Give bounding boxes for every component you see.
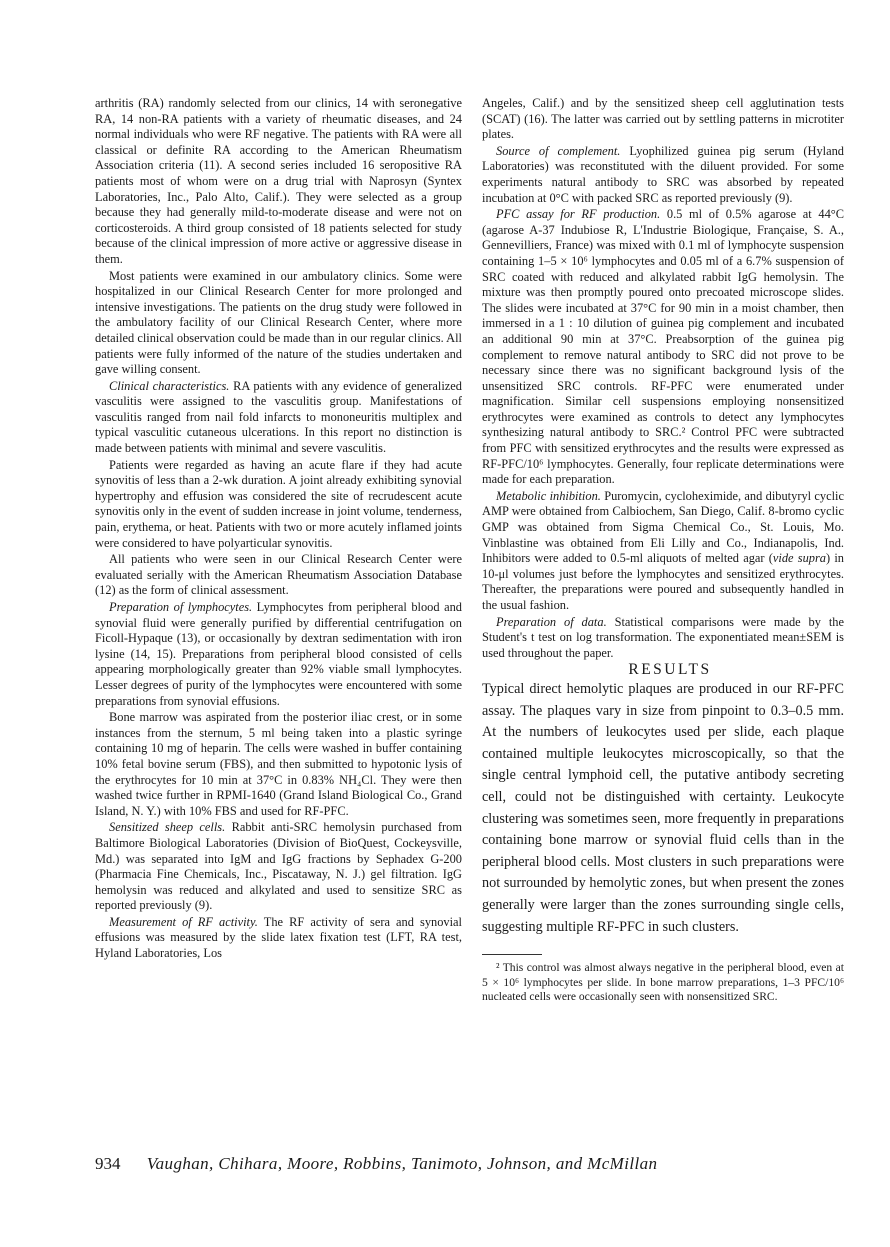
paragraph-text: Statistical comparisons were made by the Student's t test on log transformation. The exponentiated mean±SEM is used throughout the paper. xyxy=(482,614,844,660)
paragraph: Angeles, Calif.) and by the sensitized sheep cell agglutination tests (SCAT) (16). The latter was carried out by settling patterns in microtiter plates. xyxy=(482,96,844,142)
page-number: 934 xyxy=(95,1154,121,1173)
results-section xyxy=(482,679,844,938)
paragraph: Patients were regarded as having an acute flare if they had acute synovitis of less than a 2-wk duration. A joint already exhibiting synovial hypertrophy and effusion was considered the site of recrudescent acute synovitis only in the event of sudden increase in joint volume, tenderness, pain, erythema, or heat. Patients with two or more acutely inflamed joints were considered to have polyarticular synovitis. xyxy=(95,457,462,550)
paragraph: All patients who were seen in our Clinical Research Center were evaluated serially with the American Rheumatism Association Database (12) as the form of clinical assessment. xyxy=(95,552,462,598)
paragraph xyxy=(482,207,844,488)
footnote-divider xyxy=(482,954,542,955)
paragraph: Typical direct hemolytic plaques are produced in our RF-PFC assay. The plaques vary in size from pinpoint to 0.3–0.5 mm. At the numbers of leukocytes used per slide, each plaque contained multiple leukocytes microscopically, so that the single central lymphoid cell, the putative antibody secreting cell, could not be distinguished with certainty. Leukocyte clustering was sometimes seen, more frequently in preparations containing bone marrow or synovial fluid cells than in the peripheral blood cells. Most clusters in such preparations were not surrounded by hemolytic zones, but when present the zones generally were larger than the zones surrounding single cells, suggesting multiple RF-PFC in such clusters. xyxy=(482,680,844,935)
paragraph-text: Rabbit anti-SRC hemolysin purchased from Baltimore Biological Laboratories (Division of BioQuest, Cockeysville, Md.) was separated into IgM and IgG fractions by Sephadex G-200 (Pharmacia Fine Chemicals, Inc., Piscataway, N. J.) gel filtration. IgG hemolysin was reduced and alkylated and used to sensitize SRC as reported previously (9). xyxy=(95,820,462,913)
footnote xyxy=(482,961,844,1004)
running-footer-authors: Vaughan, Chihara, Moore, Robbins, Tanimoto, Johnson, and McMillan xyxy=(146,1154,658,1173)
paragraph xyxy=(95,915,462,962)
paragraph xyxy=(95,820,462,914)
section-run-in-heading: Sensitized sheep cells. xyxy=(109,820,226,835)
paragraph: arthritis (RA) randomly selected from our clinics, 14 with seronegative RA, 14 non-RA patients with a variety of rheumatic diseases, and 24 normal individuals who were RF negative. The patients with RA were all classical or definite RA according to the American Rheumatism Association criteria (11). A second series included 16 seropositive RA patients most of whom were on a drug trial with Naprosyn (Syntex Laboratories, Inc., Palo Alto, Calif.). They were selected as a group because they had generally mild-to-moderate disease and were not on corticosteroids. A third group consisted of 18 patients selected for study because of the clinical impression of more active or aggressive disease in them. xyxy=(95,96,462,266)
paragraph-text: The RF activity of sera and synovial effusions was measured by the slide latex fixation test (LFT, RA test, Hyland Laboratories, Los xyxy=(95,914,462,961)
paragraph: Bone marrow was aspirated from the posterior iliac crest, or in some instances from the sternum, 5 ml being taken into a plastic syringe containing 10 mg of heparin. The cells were washed in buffer containing 10% fetal bovine serum (FBS), and then submitted to hypotonic lysis of the erythrocytes for 10 min at 37°C in 0.83% NH₄Cl. They were then washed twice further in RPMI-1640 (Grand Island Biological Co., Grand Island, N. Y.) with 10% FBS and used for RF-PFC. xyxy=(95,710,462,818)
paragraph-text: Puromycin, cycloheximide, and dibutyryl cyclic AMP were obtained from Calbiochem, San Diego, Calif. 8-bromo cyclic GMP was obtained from Sigma Chemical Co., St. Louis, Mo. Vinblastine was obtained from Eli Lilly and Co., Indianapolis, Ind. Inhibitors were added to 0.5-ml aliquots of melted agar ( xyxy=(482,488,845,566)
footnote-text: ² This control was almost always negative in the peripheral blood, even at 5 × 10⁶ lymphocytes per slide. In bone marrow preparations, 1–3 PFC/10⁶ nucleated cells were occasionally seen with nonsensitized SRC. xyxy=(482,961,844,1003)
paragraph xyxy=(482,144,844,206)
paragraph xyxy=(95,379,462,457)
right-column xyxy=(482,96,844,1005)
section-run-in-heading: PFC assay for RF production. xyxy=(496,207,661,222)
section-run-in-heading: Measurement of RF activity. xyxy=(109,914,258,929)
section-run-in-heading: Source of complement. xyxy=(496,143,621,158)
results-heading: RESULTS xyxy=(628,661,712,679)
left-column xyxy=(95,96,462,963)
paragraph-text: RA patients with any evidence of generalized vasculitis were assigned to the vasculitis group. Manifestations of vasculitis ranged from nail fold infarcts to mononeuritis multiplex and typical vasculitic cutaneous ulcerations. In this report no distinction is made between patients with minimal and severe vasculitis. xyxy=(95,378,462,456)
paragraph-text: Lymphocytes from peripheral blood and synovial fluid were generally purified by differential centrifugation on Ficoll-Hypaque (13), or occasionally by dextran sedimentation with iron lysine (14, 15). Preparations from peripheral blood consisted of cells appearing morphologically greater than 92% viable small lymphocytes. Lesser degrees of purity of the lymphocytes were encountered with some preparations from synovial effusions. xyxy=(95,600,462,708)
section-run-in-heading: Clinical characteristics. xyxy=(109,378,230,393)
section-run-in-heading: Metabolic inhibition. xyxy=(496,488,601,503)
paragraph-text: 0.5 ml of 0.5% agarose at 44°C (agarose A-37 Indubiose R, L'Industrie Biologique, Française, S. A., Gennevilliers, France) was mixed with 0.1 ml of lymphocyte suspension containing 1–5 × 10⁶ lymphocytes and 0.05 ml of a 6.7% suspension of SRC coated with reduced and alkylated rabbit IgG hemolysin. The mixture was then promptly poured onto precoated microscope slides. The slides were incubated at 37°C for 90 min in a moist chamber, then immersed in a 1 : 10 dilution of guinea pig complement and incubated an additional 90 min at 37°C. Preabsorption of the guinea pig complement to remove natural antibody to SRC did not prove to be necessary since there was no significant background lysis of the unsensitized SRC controls. RF-PFC were enumerated under magnification. Similar cell suspensions employing nonsensitized erythrocytes were examined as controls to detect any lymphocytes synthesizing natural antibody to SRC.² Control PFC were subtracted from PFC with sensitized erythrocytes and the results were expressed as RF-PFC/10⁶ lymphocytes. Generally, four replicate determinations were made for each preparation. xyxy=(482,207,844,487)
paragraph: Most patients were examined in our ambulatory clinics. Some were hospitalized in our Clinical Research Center for more prolonged and intensive investigations. The patients on the drug study were followed in the ambulatory facility of our Clinical Research Center, where more detailed clinical observation could be made than in our regular clinics. All patients were fully informed of the nature of the studies undertaken and gave willing consent. xyxy=(95,268,462,377)
section-run-in-heading: Preparation of lymphocytes. xyxy=(109,600,253,614)
paragraph xyxy=(95,600,462,709)
italic-phrase: vide supra xyxy=(772,551,826,566)
paragraph xyxy=(482,615,844,662)
paragraph-text: ) in 10-μl volumes just before the lymphocytes and sensitized erythrocytes. Thereafter, the preparations were poured and subsequently handled in the usual fashion. xyxy=(482,551,844,612)
paragraph-text: Lyophilized guinea pig serum (Hyland Laboratories) was reconstituted with the diluent provided. For some experiments natural antibody to SRC was absorbed by repeated incubation at 0°C with packed SRC as reported previously (9). xyxy=(482,143,845,205)
paragraph xyxy=(482,489,844,614)
page-footer xyxy=(95,1154,845,1174)
section-run-in-heading: Preparation of data. xyxy=(496,614,607,629)
